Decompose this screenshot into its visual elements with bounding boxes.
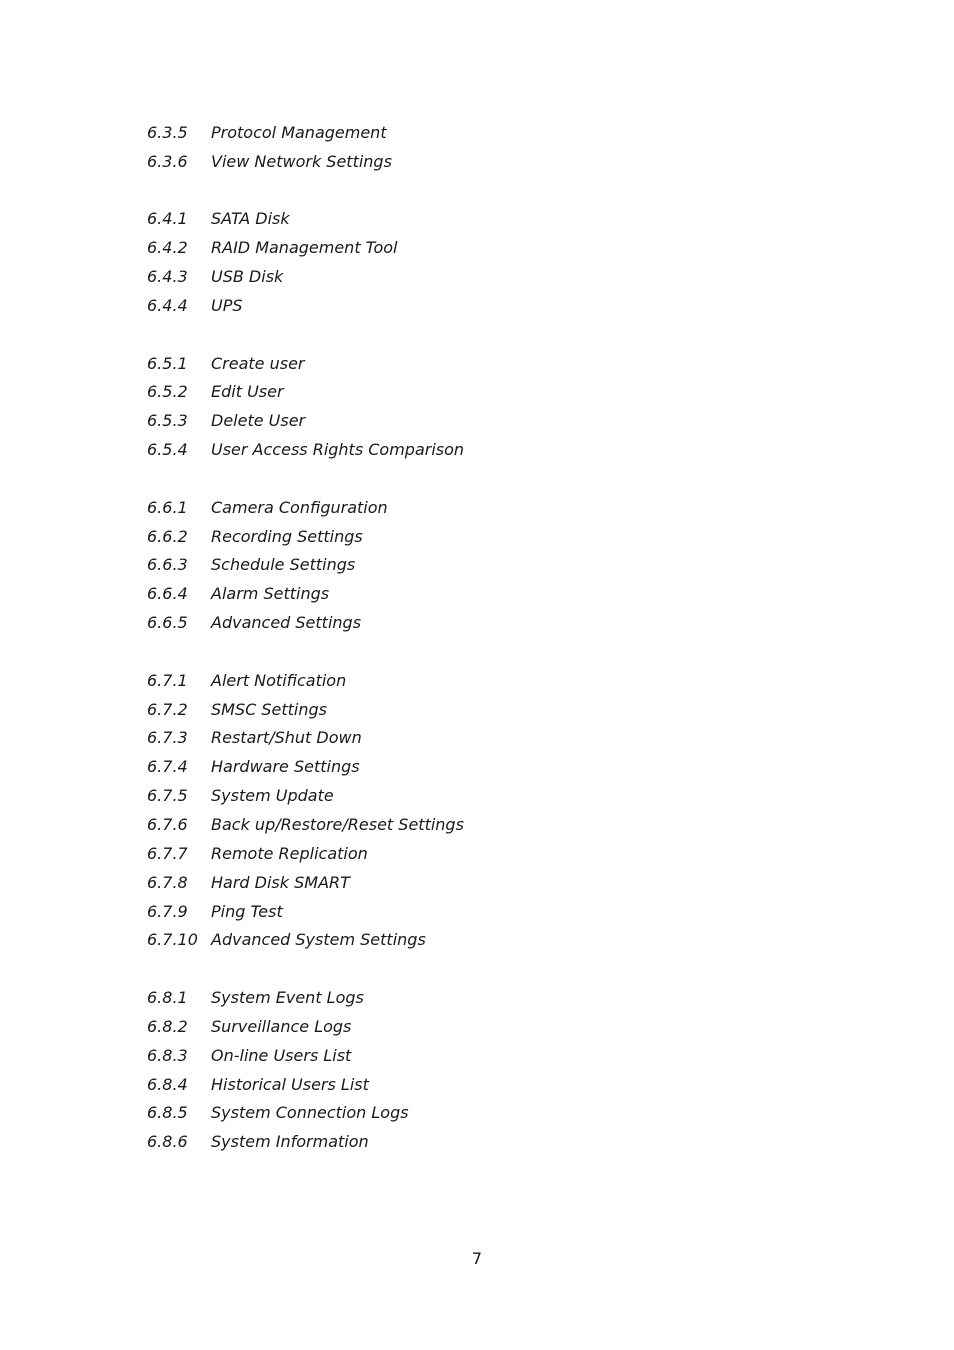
toc-entry-number: 6.4.3 <box>147 267 188 287</box>
toc-entry-number: 6.5.3 <box>147 411 188 431</box>
toc-entry-number: 6.6.4 <box>147 584 188 604</box>
toc-entry-number: 6.4.1 <box>147 209 188 229</box>
toc-entry-title: Advanced Settings <box>211 613 362 633</box>
toc-entry[interactable] <box>147 666 847 695</box>
toc-entry-number: 6.8.3 <box>147 1045 188 1065</box>
toc-entry-title: Surveillance Logs <box>211 1016 352 1036</box>
toc-entry-number: 6.8.5 <box>147 1103 188 1123</box>
toc-section-6-6 <box>147 493 847 637</box>
toc-entry-number: 6.8.4 <box>147 1074 188 1094</box>
table-of-contents <box>147 118 847 1185</box>
toc-entry[interactable] <box>147 233 847 262</box>
toc-entry[interactable] <box>147 349 847 378</box>
toc-entry-title: View Network Settings <box>211 151 392 171</box>
toc-section-6-4 <box>147 204 847 319</box>
toc-entry[interactable] <box>147 551 847 580</box>
toc-entry-number: 6.8.6 <box>147 1132 188 1152</box>
toc-entry-title: Alarm Settings <box>211 584 330 604</box>
toc-entry-title: Hard Disk SMART <box>211 872 350 892</box>
toc-entry-title: Recording Settings <box>211 526 363 546</box>
toc-entry-title: UPS <box>211 295 243 315</box>
toc-entry-title: Camera Configuration <box>211 497 388 517</box>
toc-entry-title: Historical Users List <box>211 1074 369 1094</box>
toc-entry[interactable] <box>147 810 847 839</box>
toc-entry-title: On-line Users List <box>211 1045 352 1065</box>
toc-entry-title: Remote Replication <box>211 843 368 863</box>
page-number: 7 <box>471 1249 483 1268</box>
toc-entry-title: Create user <box>211 353 305 373</box>
toc-entry[interactable] <box>147 118 847 147</box>
toc-entry-number: 6.8.1 <box>147 988 188 1007</box>
toc-entry[interactable] <box>147 378 847 407</box>
toc-entry-title: Back up/Restore/Reset Settings <box>211 814 464 834</box>
toc-entry-number: 6.6.5 <box>147 613 188 633</box>
toc-entry[interactable] <box>147 925 847 954</box>
toc-entry[interactable] <box>147 781 847 810</box>
toc-entry-number: 6.5.1 <box>147 353 188 373</box>
toc-section-6-5 <box>147 349 847 464</box>
toc-entry[interactable] <box>147 406 847 435</box>
toc-entry[interactable] <box>147 435 847 464</box>
toc-entry-number: 6.5.2 <box>147 382 188 402</box>
toc-section-6-8 <box>147 983 847 1156</box>
toc-entry-number: 6.7.7 <box>147 843 188 863</box>
toc-entry-title: SMSC Settings <box>211 699 327 719</box>
toc-entry-number: 6.7.9 <box>147 901 188 921</box>
toc-entry[interactable] <box>147 695 847 724</box>
toc-entry-number: 6.7.6 <box>147 814 188 834</box>
toc-entry-title: RAID Management Tool <box>211 238 398 258</box>
toc-entry-number: 6.7.4 <box>147 757 188 777</box>
toc-entry-title: Hardware Settings <box>211 757 360 777</box>
toc-entry[interactable] <box>147 1127 847 1156</box>
toc-entry-title: Protocol Management <box>211 122 387 142</box>
toc-entry-number: 6.8.2 <box>147 1016 188 1036</box>
toc-entry[interactable] <box>147 1041 847 1070</box>
toc-entry-title: Ping Test <box>211 901 283 921</box>
toc-entry-number: 6.7.5 <box>147 786 188 806</box>
toc-entry-title: Restart/Shut Down <box>211 728 362 748</box>
toc-entry[interactable] <box>147 608 847 637</box>
toc-entry-number: 6.6.3 <box>147 555 188 575</box>
toc-entry[interactable] <box>147 1012 847 1041</box>
toc-entry[interactable] <box>147 1070 847 1099</box>
toc-entry-number: 6.6.1 <box>147 497 188 517</box>
toc-entry-number: 6.3.6 <box>147 151 188 171</box>
toc-entry-title: Edit User <box>211 382 284 402</box>
toc-entry-number: 6.4.2 <box>147 238 188 258</box>
toc-entry[interactable] <box>147 493 847 522</box>
toc-section-6-7 <box>147 666 847 954</box>
toc-entry[interactable] <box>147 983 847 1012</box>
toc-entry-title: System Information <box>211 1132 369 1152</box>
toc-entry[interactable] <box>147 868 847 897</box>
toc-entry-title: SATA Disk <box>211 209 290 229</box>
toc-entry[interactable] <box>147 1098 847 1127</box>
toc-entry-number: 6.7.8 <box>147 872 188 892</box>
toc-section-6-3 <box>147 118 847 176</box>
toc-entry[interactable] <box>147 839 847 868</box>
toc-entry-number: 6.7.1 <box>147 670 188 690</box>
toc-entry[interactable] <box>147 204 847 233</box>
toc-entry-number: 6.7.10 <box>147 930 198 950</box>
toc-entry[interactable] <box>147 522 847 551</box>
toc-entry-title: System Event Logs <box>211 988 364 1007</box>
toc-entry[interactable] <box>147 147 847 176</box>
toc-entry[interactable] <box>147 897 847 926</box>
toc-entry[interactable] <box>147 752 847 781</box>
toc-entry-title: USB Disk <box>211 267 284 287</box>
toc-entry-number: 6.4.4 <box>147 295 188 315</box>
toc-entry[interactable] <box>147 262 847 291</box>
toc-entry-number: 6.7.3 <box>147 728 188 748</box>
toc-entry-number: 6.7.2 <box>147 699 188 719</box>
toc-entry-title: System Connection Logs <box>211 1103 409 1123</box>
toc-entry-title: Alert Notification <box>211 670 347 690</box>
toc-entry-title: Advanced System Settings <box>211 930 426 950</box>
toc-entry-title: System Update <box>211 786 334 806</box>
toc-entry-number: 6.3.5 <box>147 122 188 142</box>
toc-entry-number: 6.6.2 <box>147 526 188 546</box>
toc-entry[interactable] <box>147 724 847 753</box>
toc-entry[interactable] <box>147 579 847 608</box>
toc-entry-title: Delete User <box>211 411 306 431</box>
toc-entry-number: 6.5.4 <box>147 440 188 460</box>
toc-entry[interactable] <box>147 291 847 320</box>
toc-entry-title: Schedule Settings <box>211 555 356 575</box>
toc-entry-title: User Access Rights Comparison <box>211 440 465 460</box>
